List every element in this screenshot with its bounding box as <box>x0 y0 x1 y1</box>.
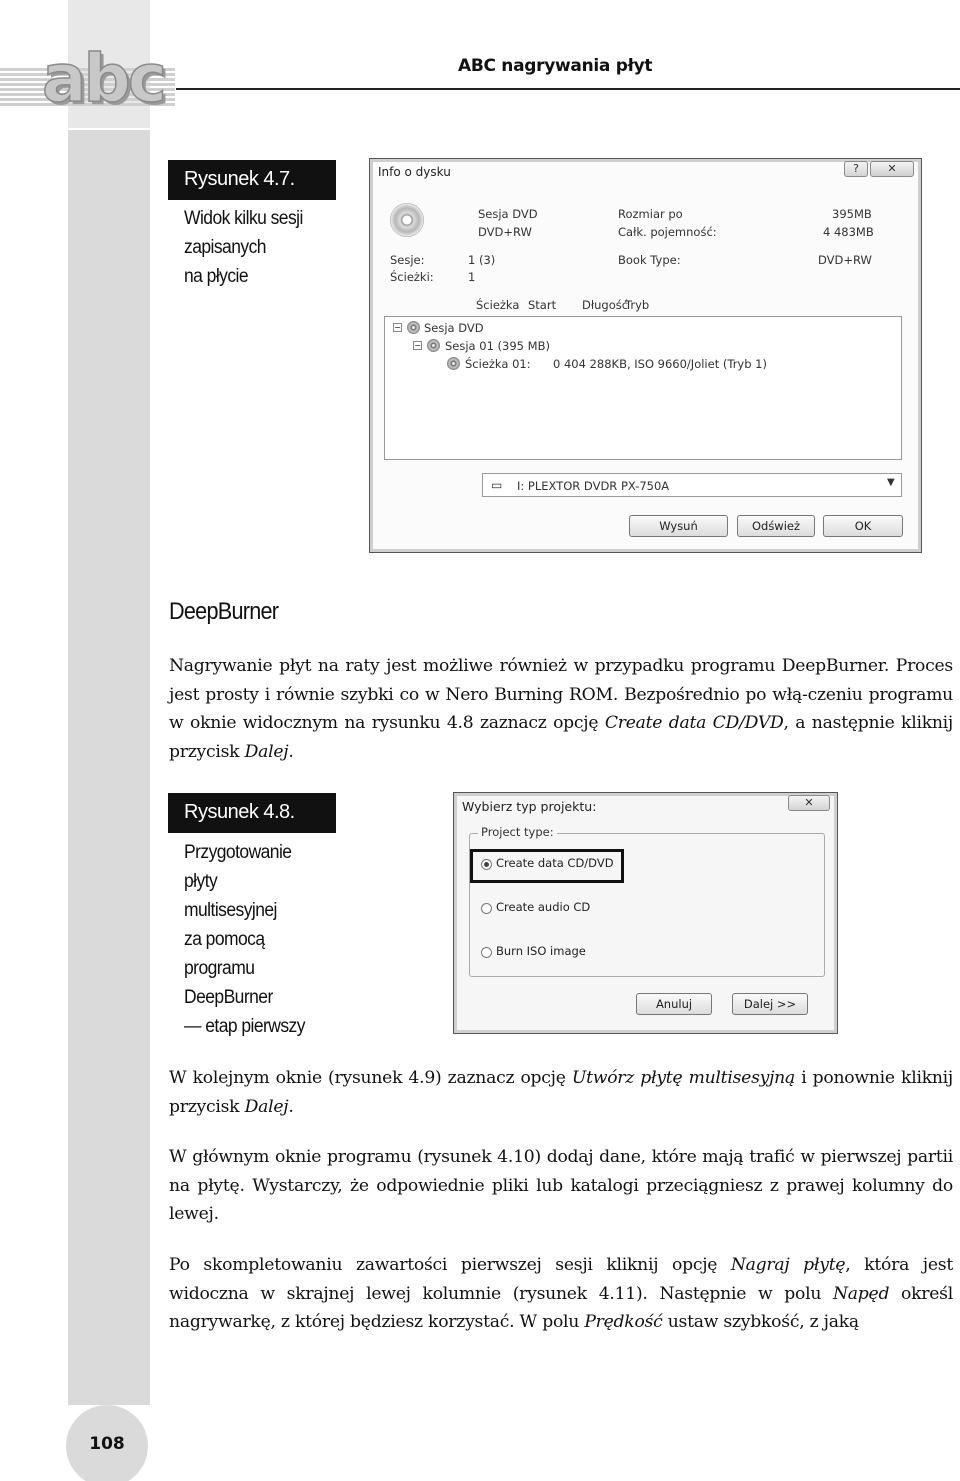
capacity-value: 4 483MB <box>823 225 874 239</box>
drive-select[interactable] <box>482 473 902 497</box>
tracks-value: 1 <box>468 270 476 284</box>
tree-track-label[interactable]: Ścieżka 01: <box>465 357 531 371</box>
section-title: DeepBurner <box>169 598 279 625</box>
disc-info-window <box>369 158 922 553</box>
size-value: 395MB <box>832 207 872 221</box>
track-icon <box>447 357 460 370</box>
page-number: 108 <box>89 1434 125 1454</box>
paragraph-2: W kolejnym oknie (rysunek 4.9) zaznacz opcję Utwórz płytę multisesyjną i ponownie kliknij przycisk Dalej. <box>169 1068 954 1117</box>
capacity-label: Całk. pojemność: <box>618 225 717 239</box>
session-type: Sesja DVD <box>478 207 538 221</box>
chevron-down-icon[interactable]: ▼ <box>887 477 895 488</box>
radio-create-audio[interactable] <box>481 903 492 914</box>
radio-burn-iso-label[interactable]: Burn ISO image <box>496 944 586 958</box>
tree-session[interactable]: Sesja 01 (395 MB) <box>445 339 550 353</box>
figure-caption: Przygotowanie płyty multisesyjnej za pomocą programu DeepBurner — etap pierwszy <box>184 842 305 1037</box>
column-header-start[interactable]: Start <box>528 298 557 312</box>
sessions-value: 1 (3) <box>468 253 496 267</box>
group-label: Project type: <box>478 825 557 839</box>
close-button[interactable]: ✕ <box>870 161 914 177</box>
collapse-toggle[interactable]: − <box>394 323 401 332</box>
radio-create-data[interactable] <box>481 859 492 870</box>
running-header-title: ABC nagrywania płyt <box>458 56 653 76</box>
radio-create-data-label[interactable]: Create data CD/DVD <box>496 856 614 870</box>
ok-button[interactable]: OK <box>823 515 903 537</box>
session-icon <box>427 339 440 352</box>
tracks-label: Ścieżki: <box>390 270 434 284</box>
column-header-track[interactable]: Ścieżka <box>476 298 520 312</box>
close-button[interactable]: ✕ <box>788 795 830 811</box>
eject-button[interactable]: Wysuń <box>629 515 728 537</box>
cancel-button[interactable]: Anuluj <box>636 993 712 1015</box>
sessions-label: Sesje: <box>390 253 425 267</box>
window-title: Info o dysku <box>378 165 451 179</box>
drive-select-value: I: PLEXTOR DVDR PX-750A <box>517 479 670 493</box>
figure-label: Rysunek 4.8. <box>168 793 336 833</box>
paragraph-3: W głównym oknie programu (rysunek 4.10) dodaj dane, które mają trafić w pierwszej partii na płytę. Wystarczy, że odpowiednie pliki lub katalogi przeciągniesz z prawej kolumny do lewej. <box>169 1147 953 1224</box>
paragraph-4: Po skompletowaniu zawartości pierwszej sesji kliknij opcję Nagraj płytę, która jest widoczna w skrajnej lewej kolumnie (rysunek 4.11). Następnie w polu Napęd określ nagrywarkę, z której będziesz korzystać. W polu Prędkość ustaw szybkość, z jaką <box>169 1255 953 1332</box>
side-band <box>68 0 150 1405</box>
disc-type: DVD+RW <box>478 225 532 239</box>
tree-track-value: 0 404 288KB, ISO 9660/Joliet (Tryb 1) <box>553 357 767 371</box>
refresh-button[interactable]: Odśwież <box>737 515 815 537</box>
window-title: Wybierz typ projektu: <box>462 799 597 814</box>
session-tree[interactable] <box>384 316 902 460</box>
figure-label: Rysunek 4.7. <box>168 160 336 200</box>
tree-root[interactable]: Sesja DVD <box>424 321 484 335</box>
drive-icon: ▭ <box>491 478 503 492</box>
book-type-label: Book Type: <box>618 253 681 267</box>
dvd-icon <box>407 321 420 334</box>
figure-caption: Widok kilku sesji zapisanych na płycie <box>184 208 303 287</box>
paragraph-1: Nagrywanie płyt na raty jest możliwe również w przypadku programu DeepBurner. Proces jest prosty i równie szybki co w Nero Burning ROM. Bezpośrednio po włą-czeniu programu w oknie widocznym na rysunku 4.8 zaznacz opcję Create data CD/DVD, a następnie kliknij przycisk Dalej. <box>169 656 954 762</box>
project-type-window <box>453 792 838 1034</box>
radio-create-audio-label[interactable]: Create audio CD <box>496 900 591 914</box>
collapse-toggle[interactable]: − <box>414 341 421 350</box>
next-button[interactable]: Dalej >> <box>732 993 808 1015</box>
book-type-value: DVD+RW <box>818 253 872 267</box>
column-header-mode[interactable]: Tryb <box>625 298 650 312</box>
disc-icon <box>390 203 424 237</box>
radio-burn-iso[interactable] <box>481 947 492 958</box>
size-label: Rozmiar po <box>618 207 683 221</box>
column-header-length[interactable]: Długość <box>582 298 629 312</box>
help-button[interactable]: ? <box>844 161 868 177</box>
header-rule <box>176 88 960 90</box>
abc-logo: abc <box>42 40 164 117</box>
